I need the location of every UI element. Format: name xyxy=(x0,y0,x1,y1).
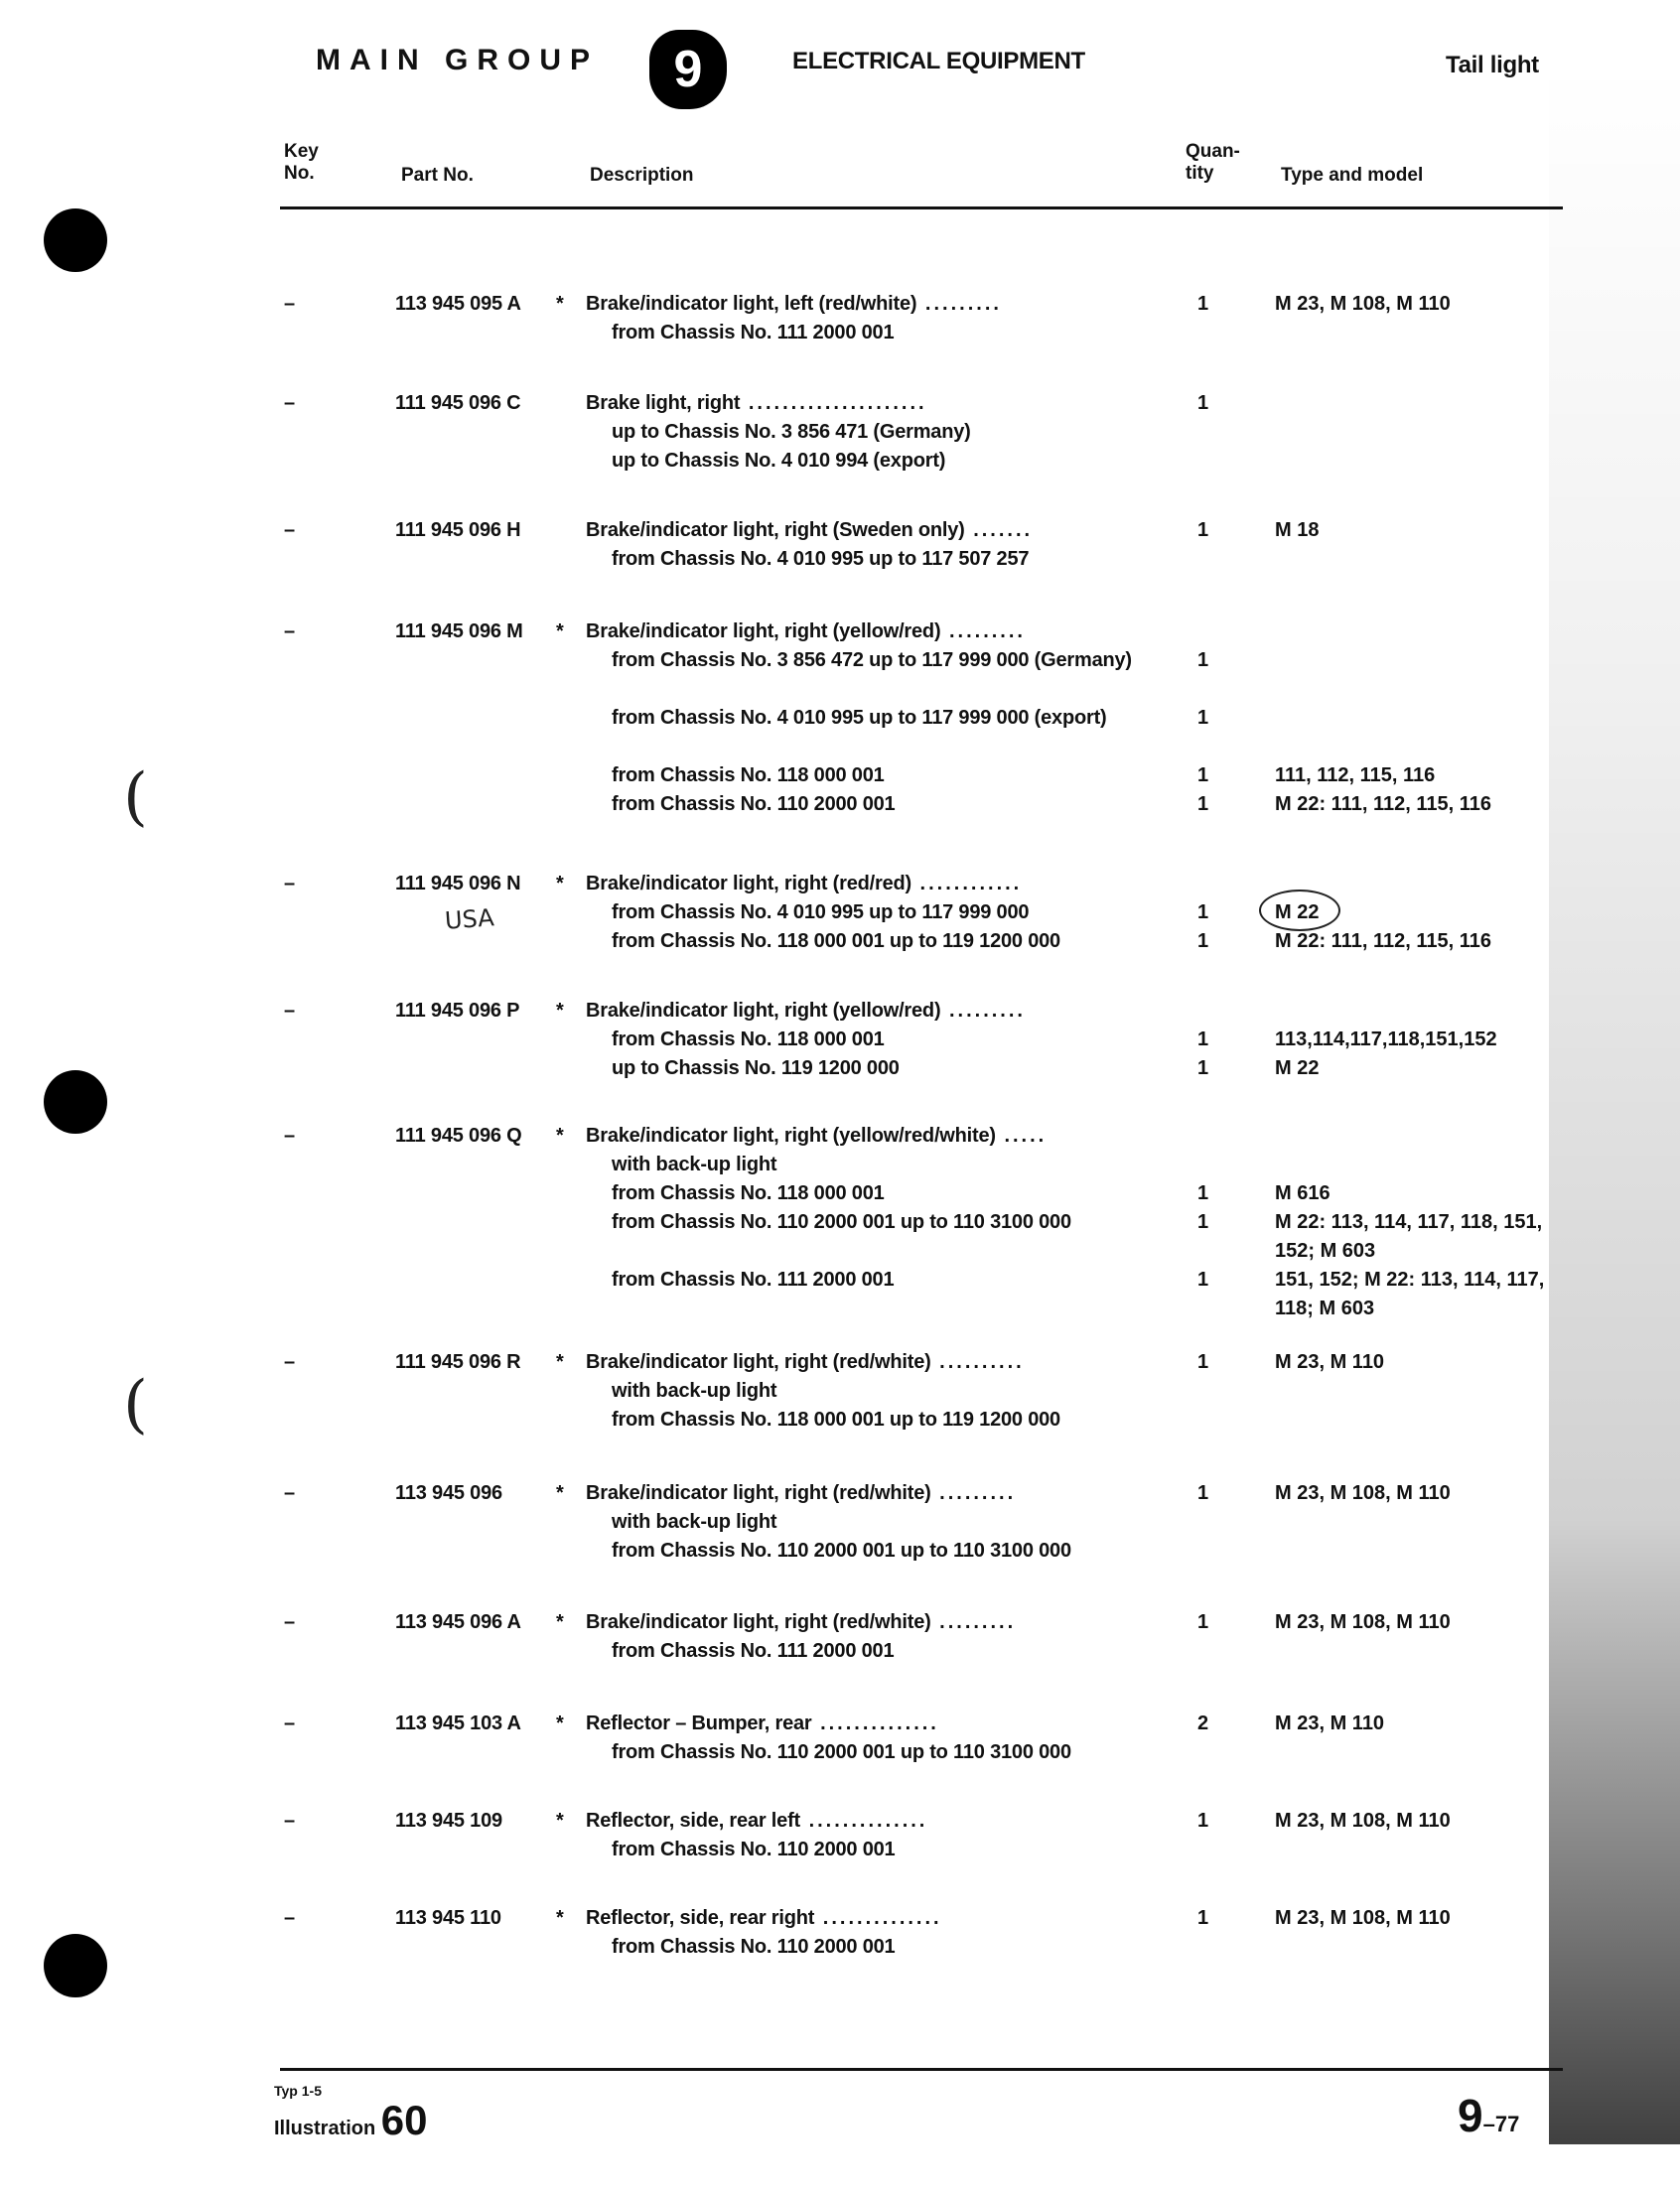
leader-dots: ......... xyxy=(940,620,1026,642)
part-description xyxy=(586,1608,1016,1637)
part-number: 113 945 110 xyxy=(395,1907,501,1929)
chassis-range: from Chassis No. 118 000 001 xyxy=(612,1028,885,1050)
type-label: Typ 1-5 xyxy=(274,2083,322,2099)
group-number-badge: 9 xyxy=(649,30,727,109)
leader-dots: .............. xyxy=(814,1907,942,1929)
part-description xyxy=(586,1807,927,1836)
part-description xyxy=(586,1479,1016,1508)
chassis-range: from Chassis No. 118 000 001 xyxy=(612,1182,885,1204)
leader-dots: .............. xyxy=(811,1713,939,1734)
leader-dots: ..................... xyxy=(740,392,927,414)
new-part-marker: * xyxy=(556,1351,564,1373)
group-title: ELECTRICAL EQUIPMENT xyxy=(792,48,1085,74)
chassis-range: from Chassis No. 111 2000 001 xyxy=(612,1640,895,1662)
part-description xyxy=(586,1122,1047,1151)
quantity: 1 xyxy=(1197,930,1209,952)
type-model: M 23, M 110 xyxy=(1275,1713,1385,1734)
description-text: Brake/indicator light, right (red/white) xyxy=(586,1482,931,1504)
part-number: 113 945 109 xyxy=(395,1810,502,1832)
part-description xyxy=(586,997,1026,1026)
key-number: – xyxy=(284,1000,295,1022)
part-description xyxy=(586,1348,1025,1377)
handwritten-circle xyxy=(1259,890,1340,931)
type-model: M 22: 111, 112, 115, 116 xyxy=(1275,930,1491,952)
type-model: M 22: 113, 114, 117, 118, 151, 152; M 603 xyxy=(1275,1211,1543,1262)
illustration-reference xyxy=(274,2097,428,2144)
type-model: 113,114,117,118,151,152 xyxy=(1275,1028,1497,1050)
type-model: M 23, M 108, M 110 xyxy=(1275,1611,1451,1633)
chassis-range: from Chassis No. 4 010 995 up to 117 999 000 (export) xyxy=(612,707,1107,729)
quantity: 1 xyxy=(1197,1269,1209,1291)
new-part-marker: * xyxy=(556,1713,564,1734)
type-model: 151, 152; M 22: 113, 114, 117, 118; M 603 xyxy=(1275,1269,1545,1319)
key-number: – xyxy=(284,392,295,414)
section-title: Tail light xyxy=(1446,52,1539,78)
part-number: 111 945 096 R xyxy=(395,1351,521,1373)
key-number: – xyxy=(284,519,295,541)
part-description xyxy=(586,389,927,418)
type-model: M 23, M 108, M 110 xyxy=(1275,1810,1451,1832)
description-text: Brake/indicator light, right (red/red) xyxy=(586,873,911,894)
key-number: – xyxy=(284,1125,295,1147)
part-number: 111 945 096 M xyxy=(395,620,523,642)
quantity: 1 xyxy=(1197,901,1209,923)
type-model: M 23, M 108, M 110 xyxy=(1275,293,1451,315)
part-number: 111 945 096 C xyxy=(395,392,521,414)
part-number: 113 945 096 xyxy=(395,1482,502,1504)
part-number: 111 945 096 P xyxy=(395,1000,520,1022)
key-number: – xyxy=(284,1611,295,1633)
chassis-range: from Chassis No. 110 2000 001 up to 110 3100 000 xyxy=(612,1211,1071,1233)
quantity: 1 xyxy=(1197,1482,1209,1504)
type-model: M 23, M 108, M 110 xyxy=(1275,1482,1451,1504)
chassis-range: up to Chassis No. 3 856 471 (Germany) xyxy=(612,421,971,443)
chassis-range: from Chassis No. 110 2000 001 xyxy=(612,1936,896,1958)
leader-dots: ......... xyxy=(930,1482,1017,1504)
new-part-marker: * xyxy=(556,1482,564,1504)
quantity: 1 xyxy=(1197,1611,1209,1633)
new-part-marker: * xyxy=(556,1611,564,1633)
binder-clip-mark: ( xyxy=(123,1368,148,1441)
type-model: M 18 xyxy=(1275,519,1320,541)
quantity: 1 xyxy=(1197,1211,1209,1233)
type-model: M 616 xyxy=(1275,1182,1330,1204)
footer-rule xyxy=(280,2068,1563,2071)
type-model: M 23, M 110 xyxy=(1275,1351,1385,1373)
description-text: Brake light, right xyxy=(586,392,741,414)
type-model: M 22 xyxy=(1275,1057,1320,1079)
key-number: – xyxy=(284,1351,295,1373)
type-model: M 23, M 108, M 110 xyxy=(1275,1907,1451,1929)
part-description xyxy=(586,516,1033,545)
leader-dots: ......... xyxy=(916,293,1002,315)
scan-edge-shading xyxy=(1549,60,1680,2144)
quantity: 1 xyxy=(1197,519,1209,541)
part-number: 113 945 103 A xyxy=(395,1713,521,1734)
illustration-number: 60 xyxy=(380,2097,428,2143)
binder-hole-middle xyxy=(44,1070,107,1134)
part-number: 111 945 096 Q xyxy=(395,1125,522,1147)
key-number: – xyxy=(284,1907,295,1929)
type-model: M 22: 111, 112, 115, 116 xyxy=(1275,793,1491,815)
new-part-marker: * xyxy=(556,873,564,894)
new-part-marker: * xyxy=(556,620,564,642)
key-number: – xyxy=(284,873,295,894)
description-text: Brake/indicator light, right (Sweden only) xyxy=(586,519,965,541)
quantity: 1 xyxy=(1197,293,1209,315)
binder-clip-mark: ( xyxy=(123,760,148,834)
chassis-range: with back-up light xyxy=(612,1154,777,1175)
quantity: 1 xyxy=(1197,1810,1209,1832)
quantity: 1 xyxy=(1197,707,1209,729)
chassis-range: from Chassis No. 118 000 001 up to 119 1200 000 xyxy=(612,930,1060,952)
type-model: 111, 112, 115, 116 xyxy=(1275,764,1436,786)
part-description xyxy=(586,1904,942,1933)
description-text: Brake/indicator light, right (yellow/red) xyxy=(586,1000,941,1022)
column-header-description: Description xyxy=(590,165,694,186)
leader-dots: .............. xyxy=(800,1810,928,1832)
chassis-range: with back-up light xyxy=(612,1511,777,1533)
new-part-marker: * xyxy=(556,1907,564,1929)
handwritten-note: USA xyxy=(444,903,495,935)
quantity: 1 xyxy=(1197,1028,1209,1050)
description-text: Brake/indicator light, right (red/white) xyxy=(586,1351,931,1373)
main-group-label: MAIN GROUP xyxy=(316,44,599,76)
leader-dots: ....... xyxy=(964,519,1034,541)
chassis-range: from Chassis No. 118 000 001 up to 119 1200 000 xyxy=(612,1409,1060,1431)
chassis-range: from Chassis No. 110 2000 001 xyxy=(612,1839,896,1860)
column-header-type-model: Type and model xyxy=(1281,165,1424,186)
quantity: 2 xyxy=(1197,1713,1209,1734)
column-header-key-no: Key No. xyxy=(284,141,319,184)
leader-dots: ............ xyxy=(911,873,1023,894)
part-description xyxy=(586,617,1026,646)
leader-dots: ..... xyxy=(995,1125,1048,1147)
illustration-label: Illustration xyxy=(274,2118,376,2139)
part-description xyxy=(586,1710,939,1738)
part-description xyxy=(586,870,1022,898)
part-number: 111 945 096 H xyxy=(395,519,521,541)
key-number: – xyxy=(284,1482,295,1504)
quantity: 1 xyxy=(1197,764,1209,786)
chassis-range: from Chassis No. 118 000 001 xyxy=(612,764,885,786)
description-text: Brake/indicator light, right (red/white) xyxy=(586,1611,931,1633)
chassis-range: from Chassis No. 111 2000 001 xyxy=(612,322,895,343)
key-number: – xyxy=(284,620,295,642)
new-part-marker: * xyxy=(556,1125,564,1147)
page-number-sub: 77 xyxy=(1494,2112,1520,2136)
part-description xyxy=(586,290,1002,319)
quantity: 1 xyxy=(1197,1182,1209,1204)
chassis-range: from Chassis No. 111 2000 001 xyxy=(612,1269,895,1291)
new-part-marker: * xyxy=(556,293,564,315)
chassis-range: up to Chassis No. 119 1200 000 xyxy=(612,1057,900,1079)
quantity: 1 xyxy=(1197,1351,1209,1373)
column-header-quantity: Quan- tity xyxy=(1186,141,1240,184)
part-number: 111 945 096 N xyxy=(395,873,521,894)
key-number: – xyxy=(284,1810,295,1832)
new-part-marker: * xyxy=(556,1810,564,1832)
chassis-range: from Chassis No. 110 2000 001 xyxy=(612,793,896,815)
binder-hole-bottom xyxy=(44,1934,107,1997)
key-number: – xyxy=(284,293,295,315)
chassis-range: from Chassis No. 3 856 472 up to 117 999 000 (Germany) xyxy=(612,649,1132,671)
quantity: 1 xyxy=(1197,649,1209,671)
description-text: Brake/indicator light, right (yellow/red/white) xyxy=(586,1125,996,1147)
quantity: 1 xyxy=(1197,1907,1209,1929)
key-number: – xyxy=(284,1713,295,1734)
description-text: Reflector – Bumper, rear xyxy=(586,1713,812,1734)
header-rule xyxy=(280,206,1563,209)
description-text: Brake/indicator light, right (yellow/red) xyxy=(586,620,941,642)
new-part-marker: * xyxy=(556,1000,564,1022)
part-number: 113 945 096 A xyxy=(395,1611,521,1633)
description-text: Brake/indicator light, left (red/white) xyxy=(586,293,917,315)
type-model: M 22 xyxy=(1275,901,1320,923)
quantity: 1 xyxy=(1197,1057,1209,1079)
column-header-part-no: Part No. xyxy=(401,165,474,186)
chassis-range: up to Chassis No. 4 010 994 (export) xyxy=(612,450,946,472)
chassis-range: from Chassis No. 4 010 995 up to 117 999 000 xyxy=(612,901,1030,923)
chassis-range: with back-up light xyxy=(612,1380,777,1402)
description-text: Reflector, side, rear right xyxy=(586,1907,815,1929)
leader-dots: ......... xyxy=(940,1000,1026,1022)
description-text: Reflector, side, rear left xyxy=(586,1810,801,1832)
leader-dots: .......... xyxy=(930,1351,1025,1373)
chassis-range: from Chassis No. 4 010 995 up to 117 507 257 xyxy=(612,548,1030,570)
quantity: 1 xyxy=(1197,793,1209,815)
leader-dots: ......... xyxy=(930,1611,1017,1633)
binder-hole-top xyxy=(44,208,107,272)
page-number: 9–77 xyxy=(1458,2090,1520,2141)
part-number: 113 945 095 A xyxy=(395,293,521,315)
chassis-range: from Chassis No. 110 2000 001 up to 110 3100 000 xyxy=(612,1540,1071,1562)
chassis-range: from Chassis No. 110 2000 001 up to 110 3100 000 xyxy=(612,1741,1071,1763)
page-number-main: 9 xyxy=(1458,2090,1483,2141)
quantity: 1 xyxy=(1197,392,1209,414)
